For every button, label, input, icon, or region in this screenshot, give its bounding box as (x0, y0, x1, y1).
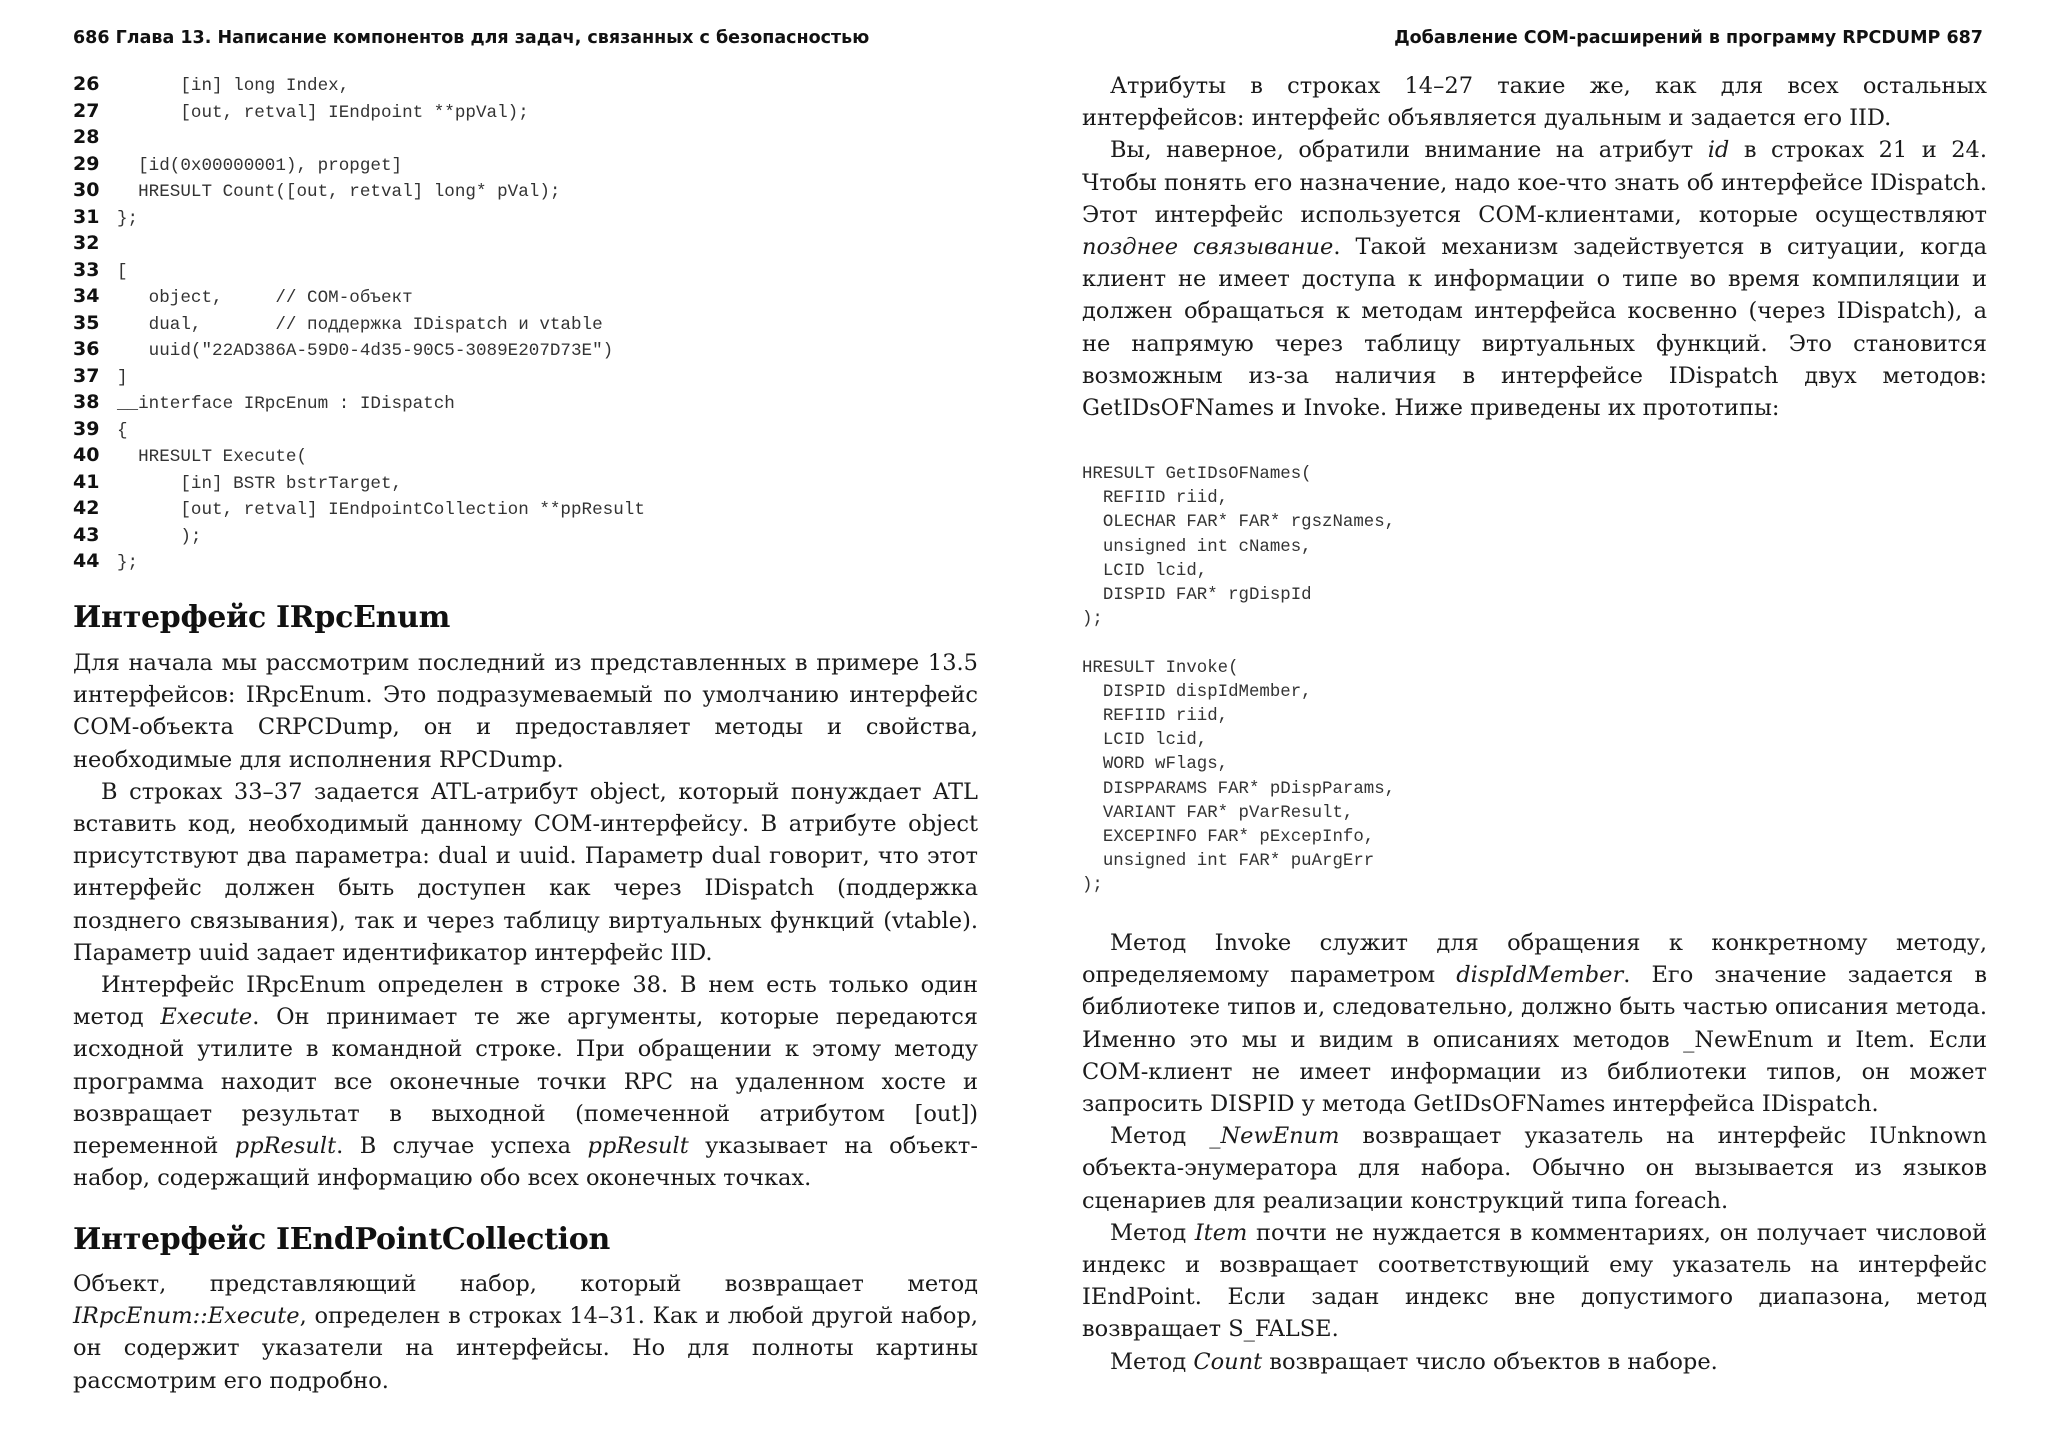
right-body-text-2 (1082, 927, 1987, 1378)
paragraph: Вы, наверное, обратили внимание на атрибут id в строках 21 и 24. Чтобы понять его назначение, надо кое-что знать об интерфейсе IDispatch. Этот интерфейс используется COM-клиентами, которые осуществляют позднее связывание. Такой механизм задействуется в ситуации, когда клиент не имеет доступа к информации о типе во время компиляции и должен обращаться к методам интерфейса косвенно (через IDispatch), а не напрямую через таблицу виртуальных функций. Это становится возможным из-за наличия в интерфейсе IDispatch двух методов: GetIDsOFNames и Invoke. Ниже приведены их прототипы: (1082, 137, 1987, 422)
code-line (73, 124, 117, 151)
code-text: HRESULT Count([out, retval] long* pVal); (117, 182, 561, 202)
code-line (73, 257, 128, 284)
line-number: 26 (73, 73, 100, 95)
code-text: { (117, 420, 128, 441)
left-body-text-2 (73, 1268, 978, 1397)
code-line (73, 469, 402, 496)
line-number: 31 (73, 205, 100, 228)
line-number: 35 (73, 311, 100, 334)
paragraph: Метод Item почти не нуждается в комментариях, он получает числовой индекс и возвращает соответствующий ему указатель на интерфейс IEndPoint. Если задан индекс вне допустимого диапазона, метод возвращает S_FALSE. (1082, 1219, 1987, 1343)
code-line (73, 442, 307, 469)
emphasis: Item (1194, 1219, 1248, 1246)
emphasis: ppResult (587, 1133, 689, 1160)
code-line (73, 151, 402, 178)
emphasis: Count (1193, 1348, 1263, 1375)
code-text: ] (117, 367, 128, 388)
paragraph: Атрибуты в строках 14–27 такие же, как для всех остальных интерфейсов: интерфейс объявляется дуальным и задается его IID. (1082, 73, 1987, 132)
left-body-text (73, 647, 978, 1194)
code-line (73, 548, 138, 575)
code-line (73, 71, 349, 98)
paragraph: В строках 33–37 задается ATL-атрибут object, который понуждает ATL вставить код, необходимый данному COM-интерфейсу. В атрибуте object присутствуют два параметра: dual и uuid. Параметр dual говорит, что этот интерфейс должен быть доступен как через IDispatch (поддержка позднего связывания), так и через таблицу виртуальных функций (vtable). Параметр uuid задает идентификатор интерфейс IID. (73, 778, 978, 966)
line-number: 41 (73, 470, 100, 493)
emphasis: ppResult (234, 1133, 337, 1160)
emphasis: IRpcEnum::Execute (73, 1303, 300, 1330)
right-running-header: Добавление COM-расширений в программу RPCDUMP 687 (1394, 28, 1983, 48)
line-number: 27 (73, 99, 100, 122)
code-line (73, 283, 413, 310)
code-line (73, 416, 128, 443)
line-number: 37 (73, 364, 100, 387)
emphasis: dispIdMember (1456, 962, 1624, 989)
emphasis: позднее связывание (1082, 234, 1334, 261)
code-text: [ (117, 261, 128, 282)
emphasis: Execute (160, 1004, 253, 1031)
code-line (73, 177, 560, 204)
code-line (73, 522, 201, 549)
line-number: 39 (73, 417, 100, 440)
emphasis: _NewEnum (1209, 1123, 1340, 1150)
code-line (73, 230, 117, 257)
prototype-code-block: HRESULT GetIDsOFNames( REFIID riid, OLECHAR FAR* FAR* rgszNames, unsigned int cNames, LCID lcid, DISPID FAR* rgDispId ); HRESULT Invoke( DISPID dispIdMember, REFIID riid, LCID lcid, WORD wFlags, DISPPARAMS FAR* pDispParams, VARIANT FAR* pVarResult, EXCEPINFO FAR* pExcepInfo, unsigned int FAR* puArgErr ); (1082, 465, 1396, 896)
line-number: 43 (73, 523, 100, 546)
code-line (73, 389, 455, 416)
code-listing (73, 71, 1033, 581)
line-number: 36 (73, 338, 100, 360)
code-text: [in] long Index, (117, 76, 350, 96)
line-number: 28 (73, 126, 100, 148)
code-text: [in] BSTR bstrTarget, (117, 473, 403, 494)
line-number: 32 (73, 232, 100, 254)
code-text: [id(0x00000001), propget] (117, 155, 403, 176)
code-text: uuid("22AD386A-59D0-4d35-90C5-3089E207D73E") (117, 341, 614, 361)
code-line (73, 336, 613, 363)
right-body-text (1082, 70, 1987, 424)
code-line (73, 204, 138, 231)
code-text: ); (117, 526, 202, 547)
code-line (73, 363, 128, 390)
code-text: [out, retval] IEndpointCollection **ppResult (117, 500, 645, 520)
paragraph: Метод Invoke служит для обращения к конкретному методу, определяемому параметром dispIdMember. Его значение задается в библиотеке типов и, следовательно, должно быть частью описания метода. Именно это мы и видим в описаниях методов _NewEnum и Item. Если COM-клиент не имеет информации из библиотеки типов, он может запросить DISPID у метода GetIDsOFNames интерфейса IDispatch. (1082, 930, 1988, 1118)
line-number: 42 (73, 497, 100, 519)
paragraph: Интерфейс IRpcEnum определен в строке 38. В нем есть только один метод Execute. Он принимает те же аргументы, которые передаются исходной утилите в командной строке. При обращении к этому методу программа находит все оконечные точки RPC на удаленном хосте и возвращает результат в выходной (помеченной атрибутом [out]) переменной ppResult. В случае успеха ppResult указывает на объект-набор, содержащий информацию обо всех оконечных точках. (73, 972, 978, 1192)
code-line (73, 98, 529, 125)
code-text: dual, // поддержка IDispatch и vtable (117, 314, 603, 335)
section-heading-irpcenum: Интерфейс IRpcEnum (73, 600, 451, 635)
paragraph: Метод _NewEnum возвращает указатель на интерфейс IUnknown объекта-энумератора для набора. Обычно он вызывается из языков сценариев для реализации конструкций типа foreach. (1082, 1123, 1987, 1214)
code-line (73, 495, 645, 522)
code-text: HRESULT Execute( (117, 447, 308, 467)
line-number: 30 (73, 179, 100, 201)
code-text: object, // COM-объект (117, 288, 413, 308)
section-heading-iendpointcollection: Интерфейс IEndPointCollection (73, 1222, 610, 1257)
code-line (73, 310, 603, 337)
emphasis: id (1707, 137, 1730, 164)
code-text: }; (117, 208, 139, 229)
left-running-header: 686 Глава 13. Написание компонентов для задач, связанных с безопасностью (73, 28, 870, 48)
code-text: [out, retval] IEndpoint **ppVal); (117, 102, 529, 123)
line-number: 34 (73, 285, 100, 307)
code-text: }; (117, 553, 139, 573)
line-number: 38 (73, 391, 100, 413)
line-number: 44 (73, 550, 100, 572)
paragraph: Для начала мы рассмотрим последний из представленных в примере 13.5 интерфейсов: IRpcEnum. Это подразумеваемый по умолчанию интерфейс COM-объекта CRPCDump, он и предоставляет методы и свойства, необходимые для исполнения RPCDump. (73, 650, 978, 773)
paragraph: Объект, представляющий набор, который возвращает метод IRpcEnum::Execute, определен в строках 14–31. Как и любой другой набор, он содержит указатели на интерфейсы. Но для полноты картины рассмотрим его подробно. (73, 1271, 978, 1394)
line-number: 40 (73, 444, 100, 466)
line-number: 33 (73, 258, 100, 281)
paragraph: Метод Count возвращает число объектов в наборе. (1110, 1348, 1718, 1375)
line-number: 29 (73, 152, 100, 175)
code-text: __interface IRpcEnum : IDispatch (117, 394, 455, 414)
